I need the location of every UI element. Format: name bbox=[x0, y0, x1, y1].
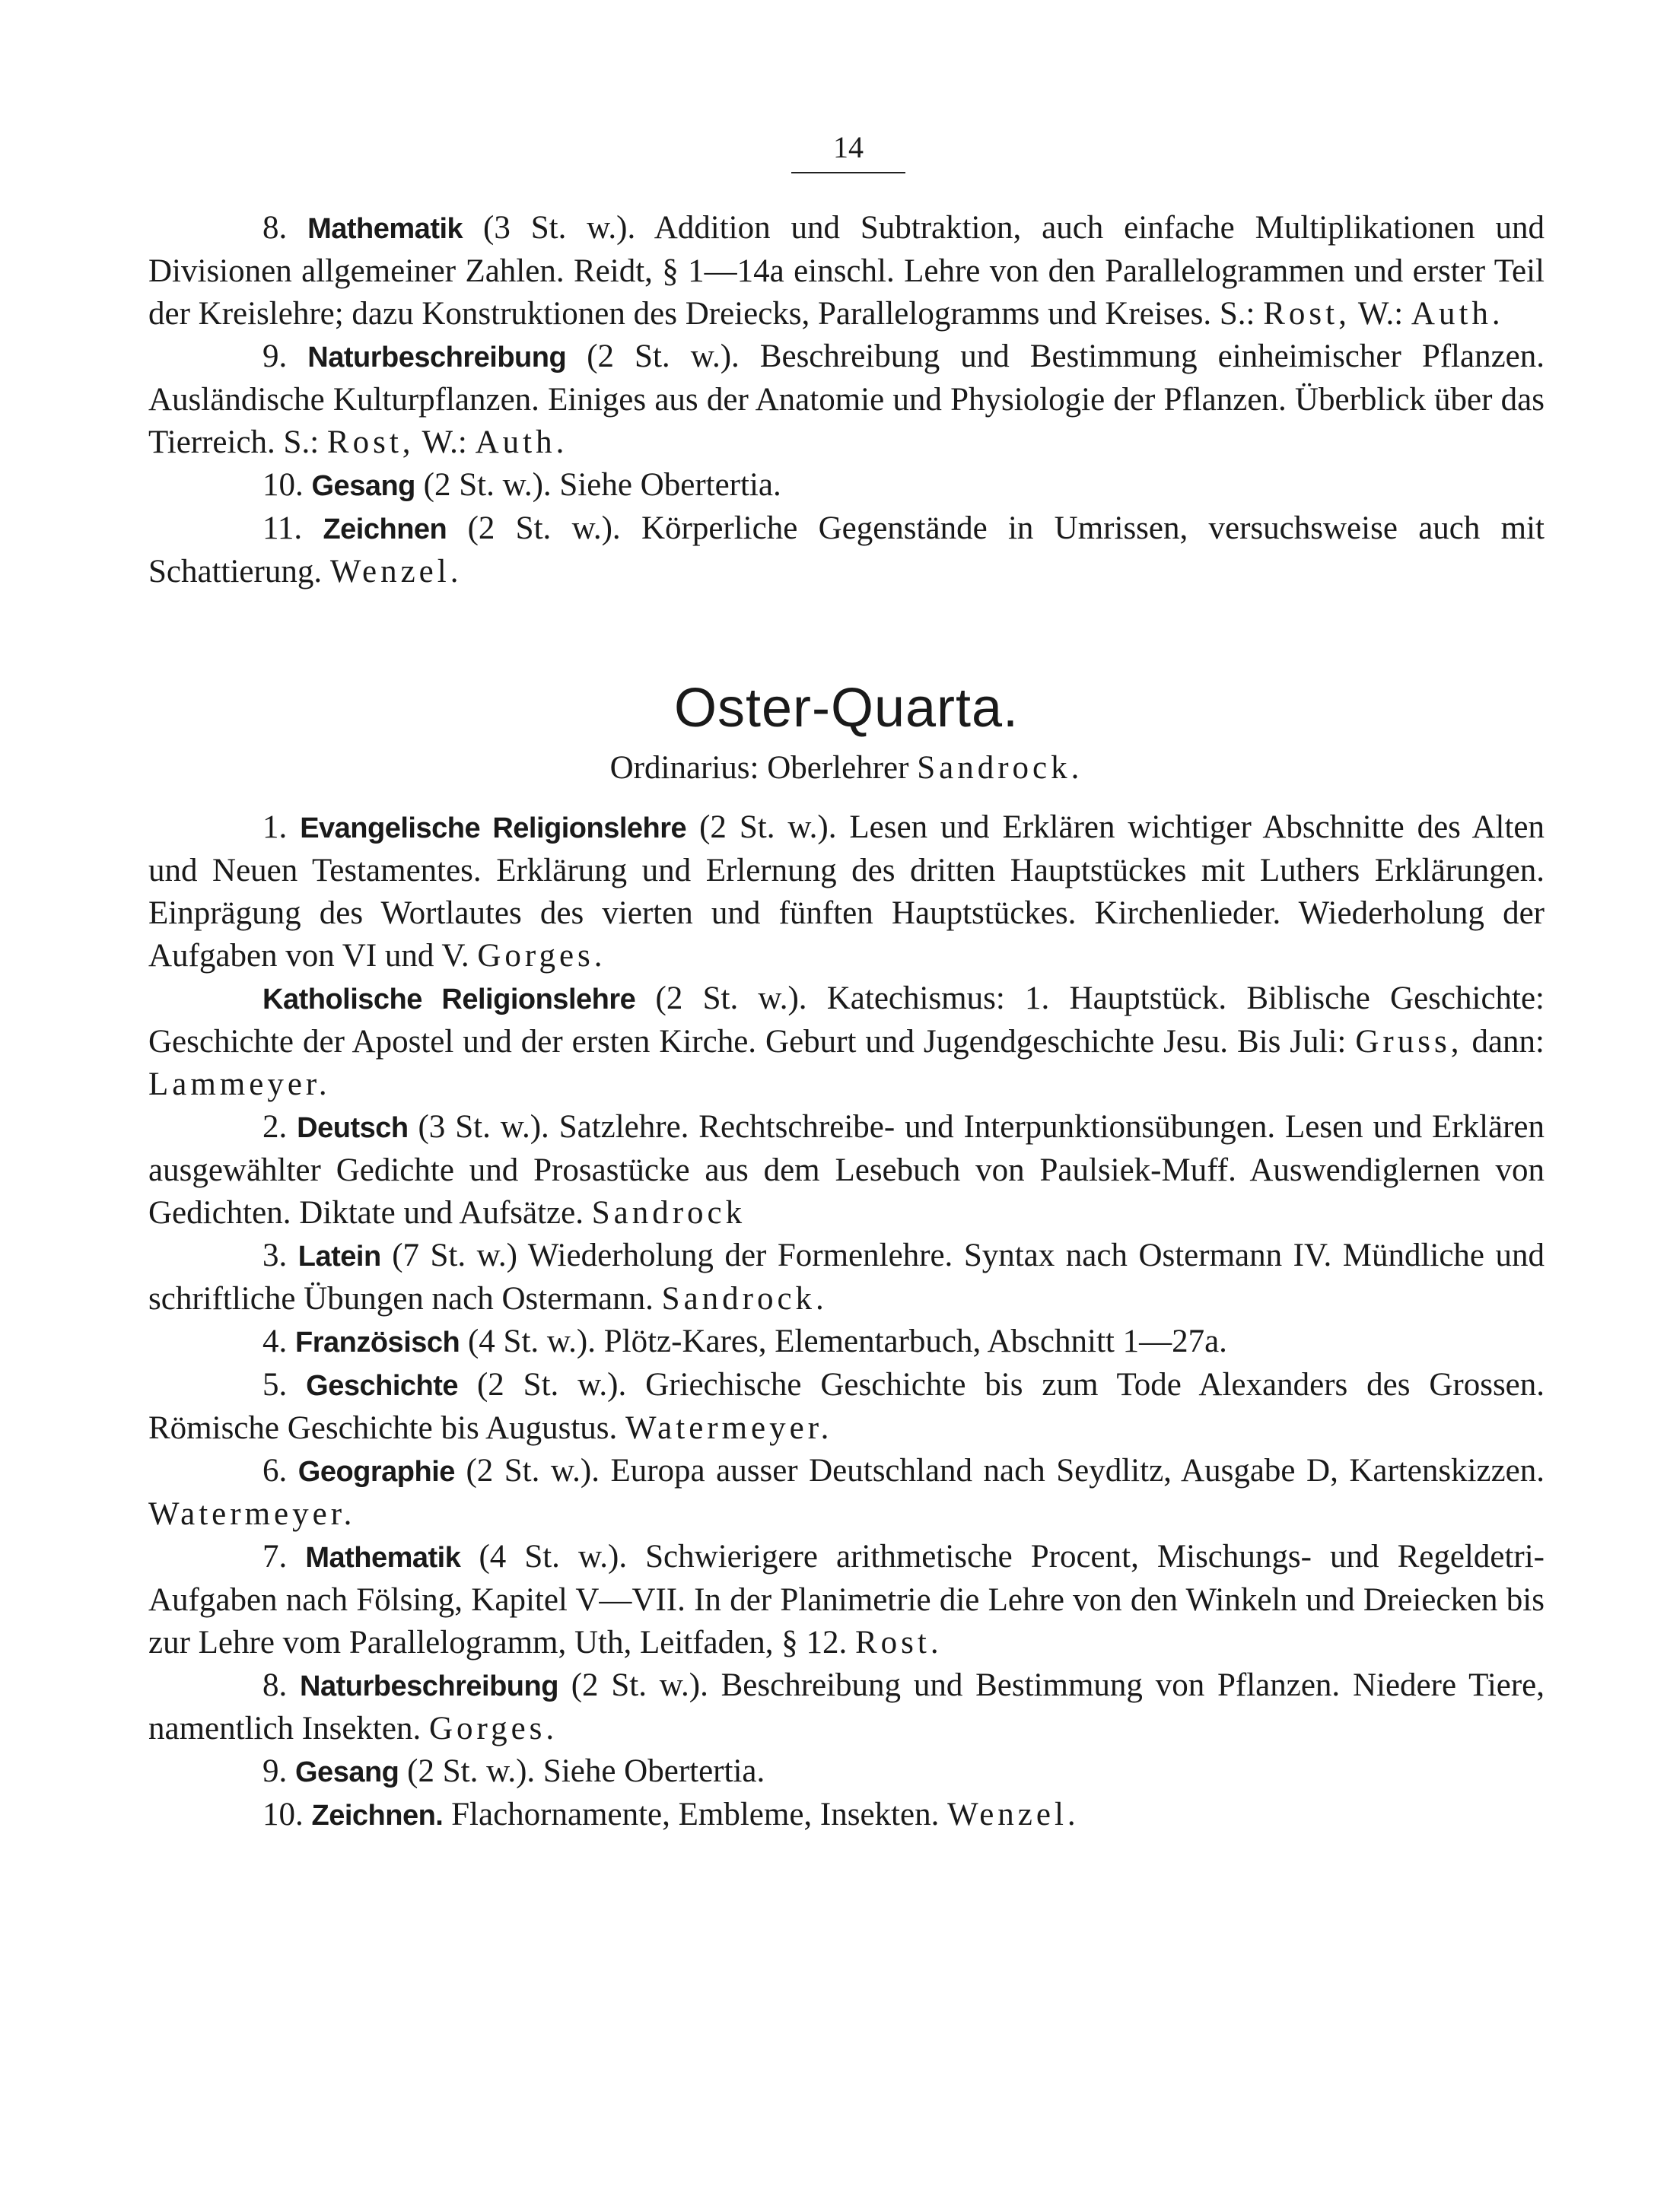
subject-heading: Mathematik bbox=[307, 213, 463, 245]
item-text: dann: bbox=[1471, 1024, 1545, 1060]
item-kath-religion bbox=[148, 977, 1545, 1106]
item-number: 9. bbox=[262, 1753, 288, 1789]
item-deutsch bbox=[148, 1106, 1545, 1235]
item-text: Flachornamente, Embleme, Insekten. bbox=[451, 1797, 940, 1832]
teacher-name: Auth. bbox=[475, 424, 568, 460]
teacher-name: Wenzel. bbox=[947, 1797, 1080, 1832]
ordinarius-name: Sandrock. bbox=[917, 750, 1083, 786]
section-title: Oster-Quarta. bbox=[673, 678, 1020, 739]
subject-heading: Französisch bbox=[295, 1327, 460, 1359]
item-number: 5. bbox=[262, 1367, 288, 1403]
item-geschichte bbox=[148, 1364, 1545, 1450]
subject-heading: Gesang bbox=[311, 470, 415, 502]
item-text: (2 St. w.). Griechische Geschichte bis zum Tode Alexanders des Grossen. Römische Geschichte bis Augustus. bbox=[148, 1367, 1545, 1446]
item-text: (2 St. w.). Europa ausser Deutschland nach Seydlitz, Ausgabe D, Kartenskizzen. bbox=[466, 1453, 1545, 1489]
item-number: 9. bbox=[262, 338, 288, 374]
subject-heading: Zeichnen bbox=[323, 513, 447, 545]
item-ev-religion bbox=[148, 806, 1545, 977]
item-number: 10. bbox=[262, 1797, 304, 1832]
item-text: (4 St. w.). Plötz-Kares, Elementarbuch, Abschnitt 1—27a. bbox=[467, 1324, 1227, 1359]
subject-heading: Naturbeschreibung bbox=[300, 1670, 558, 1702]
item-mathematik bbox=[148, 207, 1545, 335]
item-number: 8. bbox=[262, 1667, 288, 1703]
ordinarius-label: Ordinarius: Oberlehrer bbox=[609, 750, 909, 786]
item-number: 10. bbox=[262, 467, 304, 503]
item-franzoesisch bbox=[148, 1321, 1545, 1364]
item-text: (3 St. w.). Addition und Subtraktion, auch einfache Multiplikationen und Divisionen allgemeiner Zahlen. Reidt, § 1—14a einschl. Lehre von den Parallelogrammen und erster Teil der Kreislehre; dazu Konstruktionen des Dreiecks, Parallelogramms und Kreises. S.: bbox=[148, 210, 1545, 332]
item-number: 3. bbox=[262, 1238, 288, 1273]
page-number: 14 bbox=[833, 130, 864, 164]
teacher-name: Gruss, bbox=[1355, 1024, 1463, 1060]
teacher-name: Sandrock. bbox=[661, 1281, 828, 1317]
subject-heading: Katholische Religionslehre bbox=[262, 984, 636, 1015]
item-text: W.: bbox=[422, 424, 467, 460]
item-number: 4. bbox=[262, 1324, 288, 1359]
item-text: (3 St. w.). Satzlehre. Rechtschreibe- und Interpunktionsübungen. Lesen und Erklären ausgewählter Gedichte und Prosastücke aus dem Lesebuch von Paulsiek-Muff. Auswendiglernen von Gedichten. Diktate und Aufsätze. bbox=[148, 1109, 1545, 1231]
item-number: 7. bbox=[262, 1539, 288, 1575]
item-text: (2 St. w.). Körperliche Gegenstände in Umrissen, versuchsweise auch mit Schattierung. bbox=[148, 510, 1545, 590]
teacher-name: Rost. bbox=[854, 1625, 943, 1661]
item-number: 6. bbox=[262, 1453, 288, 1489]
teacher-name: Wenzel. bbox=[329, 554, 463, 590]
item-text: (2 St. w.). Siehe Obertertia. bbox=[407, 1753, 765, 1789]
item-number: 2. bbox=[262, 1109, 288, 1145]
teacher-name: Watermeyer. bbox=[625, 1410, 833, 1446]
teacher-name: Auth. bbox=[1411, 296, 1504, 332]
page-number-rule bbox=[791, 172, 905, 173]
teacher-name: Gorges. bbox=[428, 1711, 558, 1746]
subject-heading: Geschichte bbox=[306, 1370, 459, 1402]
item-text: (2 St. w.). Lesen und Erklären wichtiger Abschnitte des Alten und Neuen Testamentes. Erklärung und Erlernung des dritten Hauptstückes mit Luthers Erklärungen. Einprägung des Wortlautes des vierten und fünften Hauptstückes. Kirchenlieder. Wiederholung der Aufgaben von VI und V. bbox=[148, 809, 1545, 974]
subject-heading: Gesang bbox=[295, 1756, 399, 1788]
subject-heading: Evangelische Religionslehre bbox=[300, 812, 687, 844]
subject-heading: Zeichnen. bbox=[311, 1800, 444, 1832]
item-number: 1. bbox=[262, 809, 288, 845]
item-gesang bbox=[148, 464, 1545, 507]
item-number: 8. bbox=[262, 210, 288, 246]
item-geographie bbox=[148, 1450, 1545, 1536]
teacher-name: Sandrock bbox=[591, 1195, 746, 1231]
teacher-name: Lammeyer. bbox=[148, 1066, 331, 1102]
item-text: (7 St. w.) Wiederholung der Formenlehre. Syntax nach Ostermann IV. Mündliche und schriftliche Übungen nach Ostermann. bbox=[148, 1238, 1545, 1317]
teacher-name: Watermeyer. bbox=[148, 1496, 356, 1532]
item-zeichnen bbox=[148, 507, 1545, 593]
item-latein bbox=[148, 1235, 1545, 1321]
subject-heading: Latein bbox=[297, 1241, 381, 1273]
item-text: (2 St. w.). Siehe Obertertia. bbox=[423, 467, 781, 503]
item-text: W.: bbox=[1357, 296, 1404, 332]
item-text: (2 St. w.). Beschreibung und Bestimmung einheimischer Pflanzen. Ausländische Kulturpflanzen. Einiges aus der Anatomie und Physiologie der Pflanzen. Überblick über das Tierreich. S.: bbox=[148, 338, 1545, 460]
item-gesang-quarta bbox=[148, 1750, 1545, 1794]
item-text: (2 St. w.). Katechismus: 1. Hauptstück. Biblische Geschichte: Geschichte der Apostel und der ersten Kirche. Geburt und Jugendgeschichte Jesu. Bis Juli: bbox=[148, 980, 1545, 1060]
item-text: (4 St. w.). Schwierigere arithmetische Procent, Mischungs- und Regeldetri-Aufgaben nach Fölsing, Kapitel V—VII. In der Planimetrie die Lehre von den Winkeln und Dreiecken bis zur Lehre vom Parallelogramm, Uth, Leitfaden, § 12. bbox=[148, 1539, 1545, 1661]
item-naturbeschreibung-quarta bbox=[148, 1664, 1545, 1750]
subject-heading: Deutsch bbox=[297, 1112, 409, 1144]
subject-heading: Naturbeschreibung bbox=[307, 342, 567, 373]
item-naturbeschreibung bbox=[148, 335, 1545, 464]
ordinarius-line bbox=[148, 749, 1545, 787]
item-number: 11. bbox=[262, 510, 303, 546]
subject-heading: Mathematik bbox=[305, 1542, 461, 1574]
subject-heading: Geographie bbox=[297, 1456, 455, 1488]
quarta-section bbox=[148, 806, 1545, 1837]
top-section bbox=[148, 207, 1545, 593]
item-zeichnen-quarta bbox=[148, 1794, 1545, 1837]
teacher-name: Rost, bbox=[326, 424, 415, 460]
teacher-name: Gorges. bbox=[477, 938, 606, 974]
teacher-name: Rost, bbox=[1263, 296, 1350, 332]
item-mathematik-quarta bbox=[148, 1536, 1545, 1664]
item-text: (2 St. w.). Beschreibung und Bestimmung von Pflanzen. Niedere Tiere, namentlich Insekten. bbox=[148, 1667, 1545, 1746]
